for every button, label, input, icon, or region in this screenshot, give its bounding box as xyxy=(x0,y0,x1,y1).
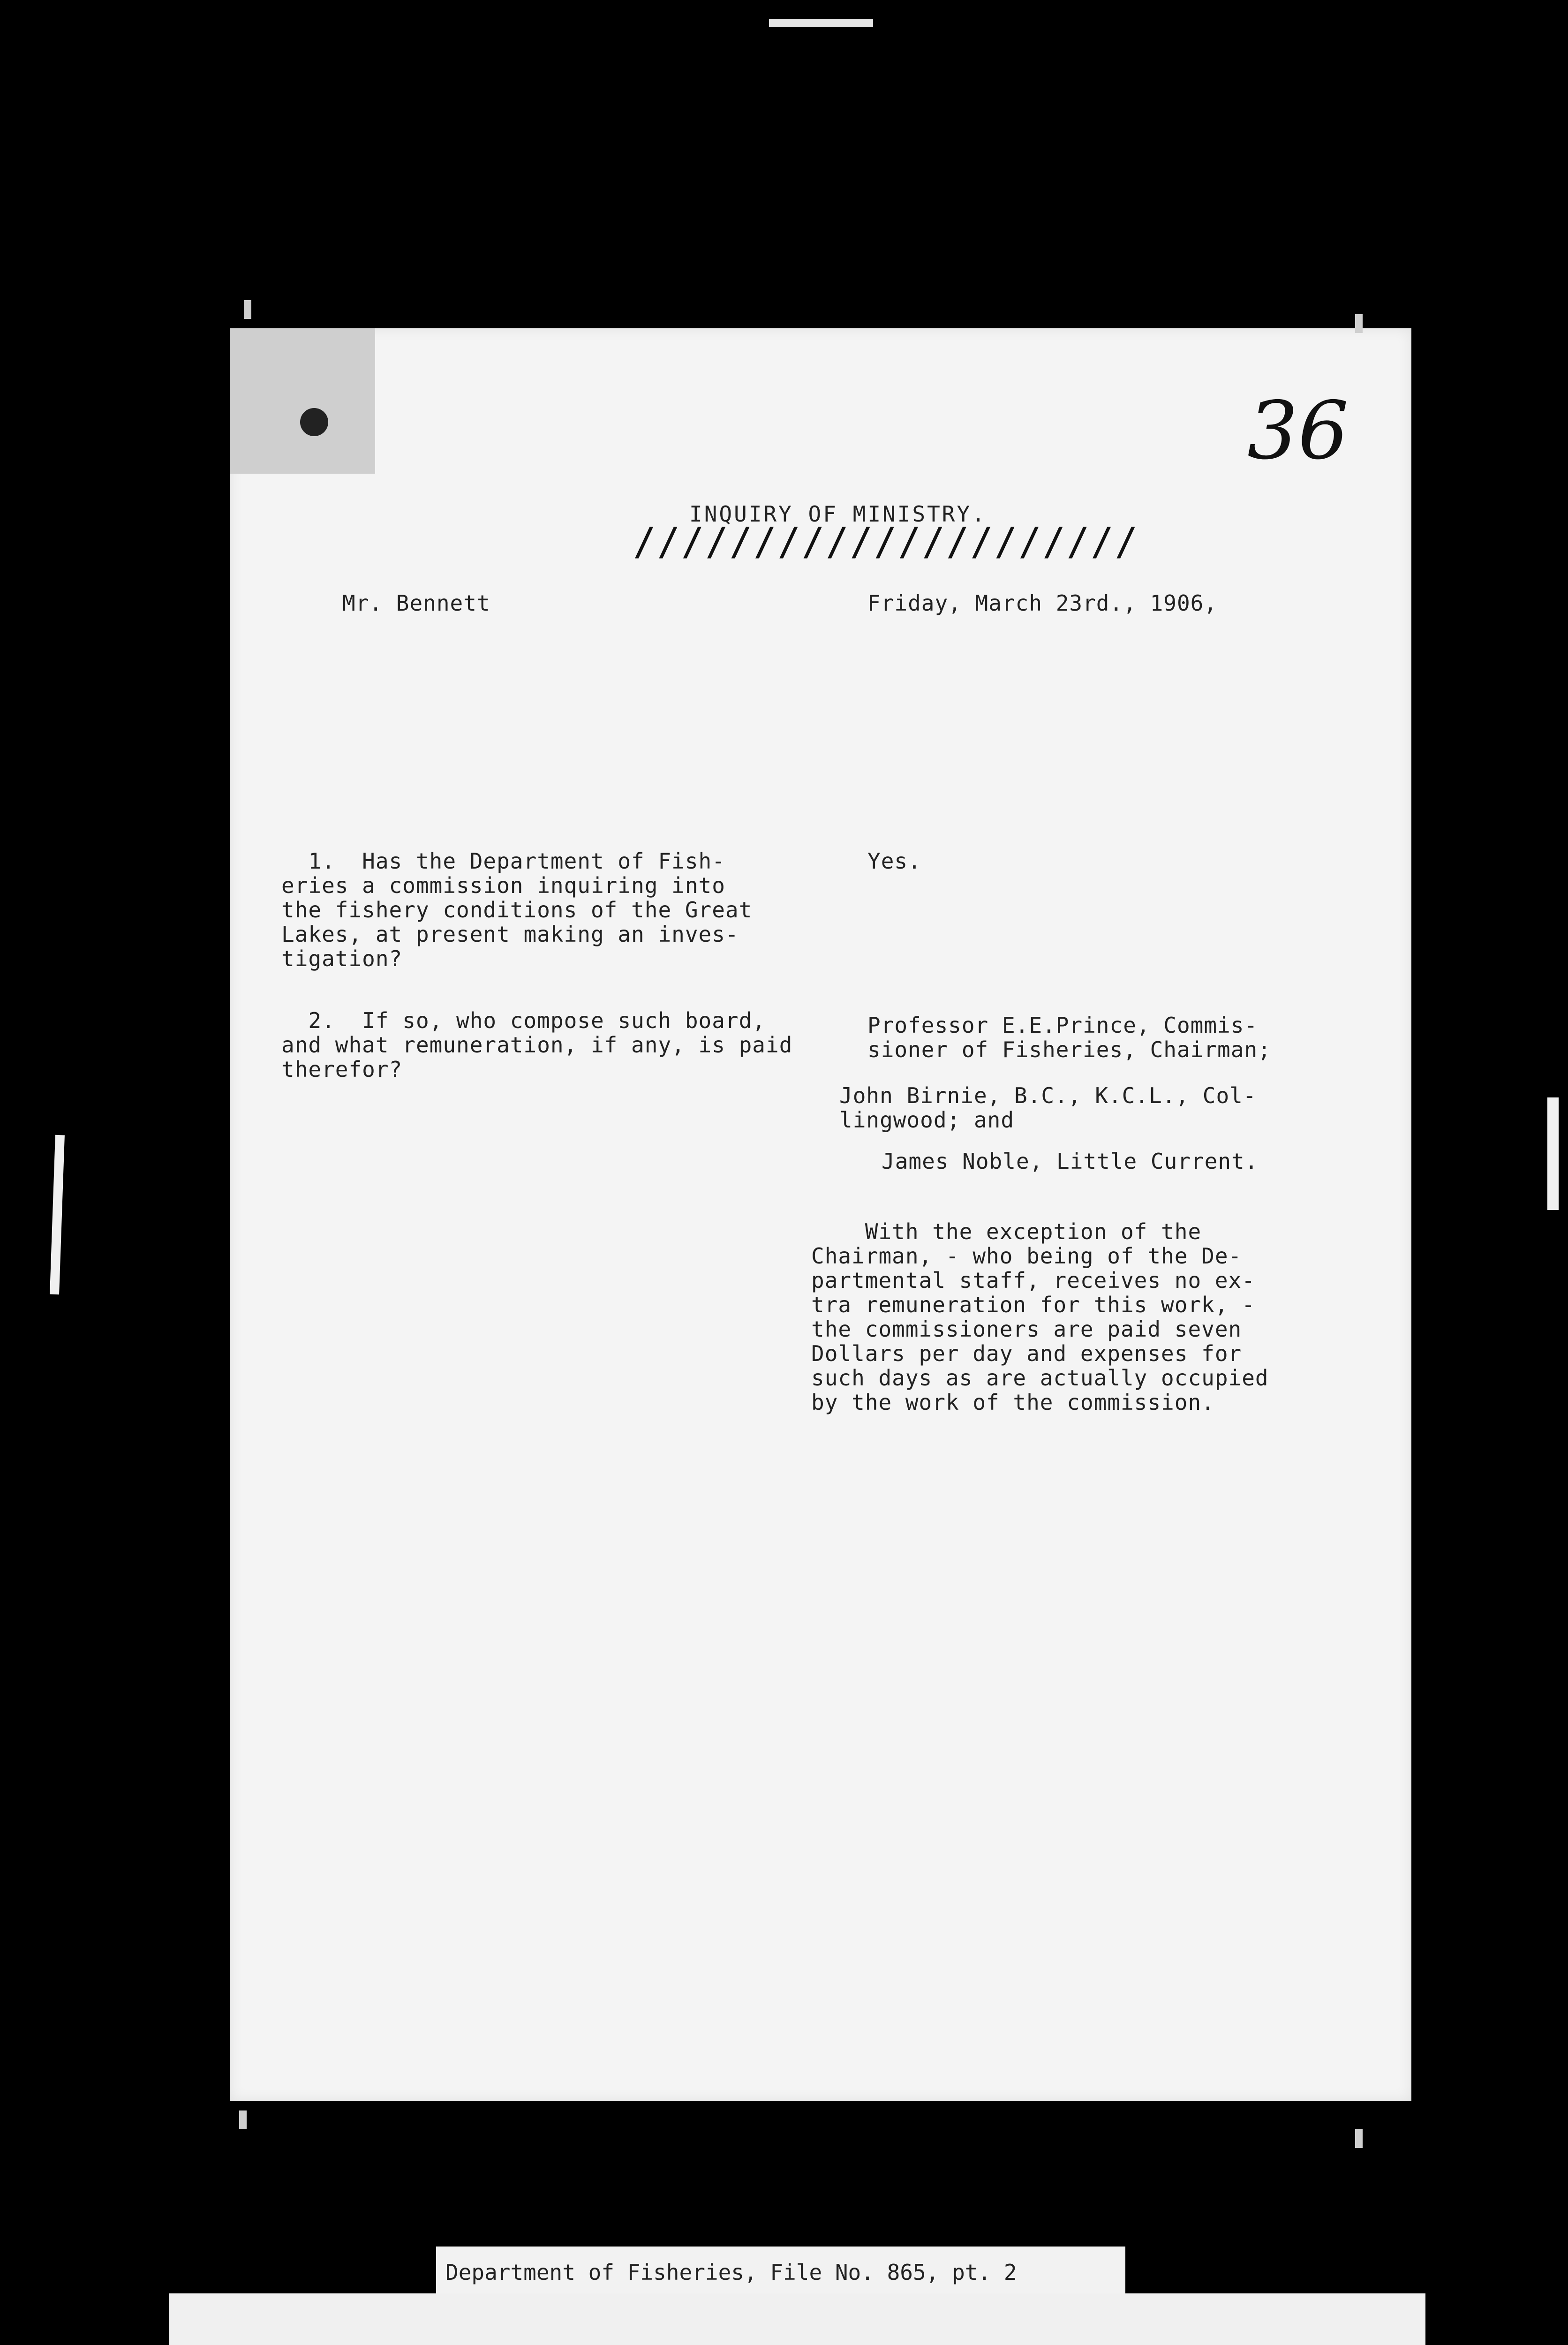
heading-underline: ///////////////////// xyxy=(633,520,1139,564)
question-1: 1. Has the Department of Fish- eries a commission inquiring into the fishery conditions of the Great Lakes, at present making an inves- tigation? xyxy=(281,848,753,971)
corner-mark xyxy=(239,2110,247,2129)
answer-2-birnie: John Birnie, B.C., K.C.L., Col- lingwood; and xyxy=(839,1083,1257,1133)
question-2: 2. If so, who compose such board, and what remuneration, if any, is paid therefor? xyxy=(281,1008,793,1082)
document-heading: INQUIRY OF MINISTRY. xyxy=(689,501,987,527)
corner-mark xyxy=(1355,314,1363,333)
answer-2-noble: James Noble, Little Current. xyxy=(882,1149,1259,1174)
file-reference-label: Department of Fisheries, File No. 865, pt. 2 xyxy=(436,2247,1125,2298)
addressee: Mr. Bennett xyxy=(342,590,490,616)
archive-card xyxy=(169,2293,1425,2345)
stamp-hole xyxy=(300,408,328,436)
answer-2-prince: Professor E.E.Prince, Commis- sioner of Fisheries, Chairman; xyxy=(867,1013,1271,1062)
corner-stamp xyxy=(230,328,375,474)
answer-2-remuneration-note: With the exception of the Chairman, - who being of the De- partmental staff, receives no ex- tra remuneration for this work, - the commissioners are paid seven Dollars per day and expenses for such days as are actually occupied by the work of the commission. xyxy=(811,1219,1269,1415)
folio-number: 36 xyxy=(1247,385,1349,477)
document-page xyxy=(230,328,1411,2101)
film-edge-mark-right xyxy=(1547,1097,1559,1210)
film-edge-mark-left xyxy=(50,1135,65,1294)
corner-mark xyxy=(1355,2129,1363,2148)
document-date: Friday, March 23rd., 1906, xyxy=(867,590,1218,616)
film-edge-mark xyxy=(769,19,873,27)
answer-1: Yes. xyxy=(867,848,921,874)
corner-mark xyxy=(244,300,251,319)
